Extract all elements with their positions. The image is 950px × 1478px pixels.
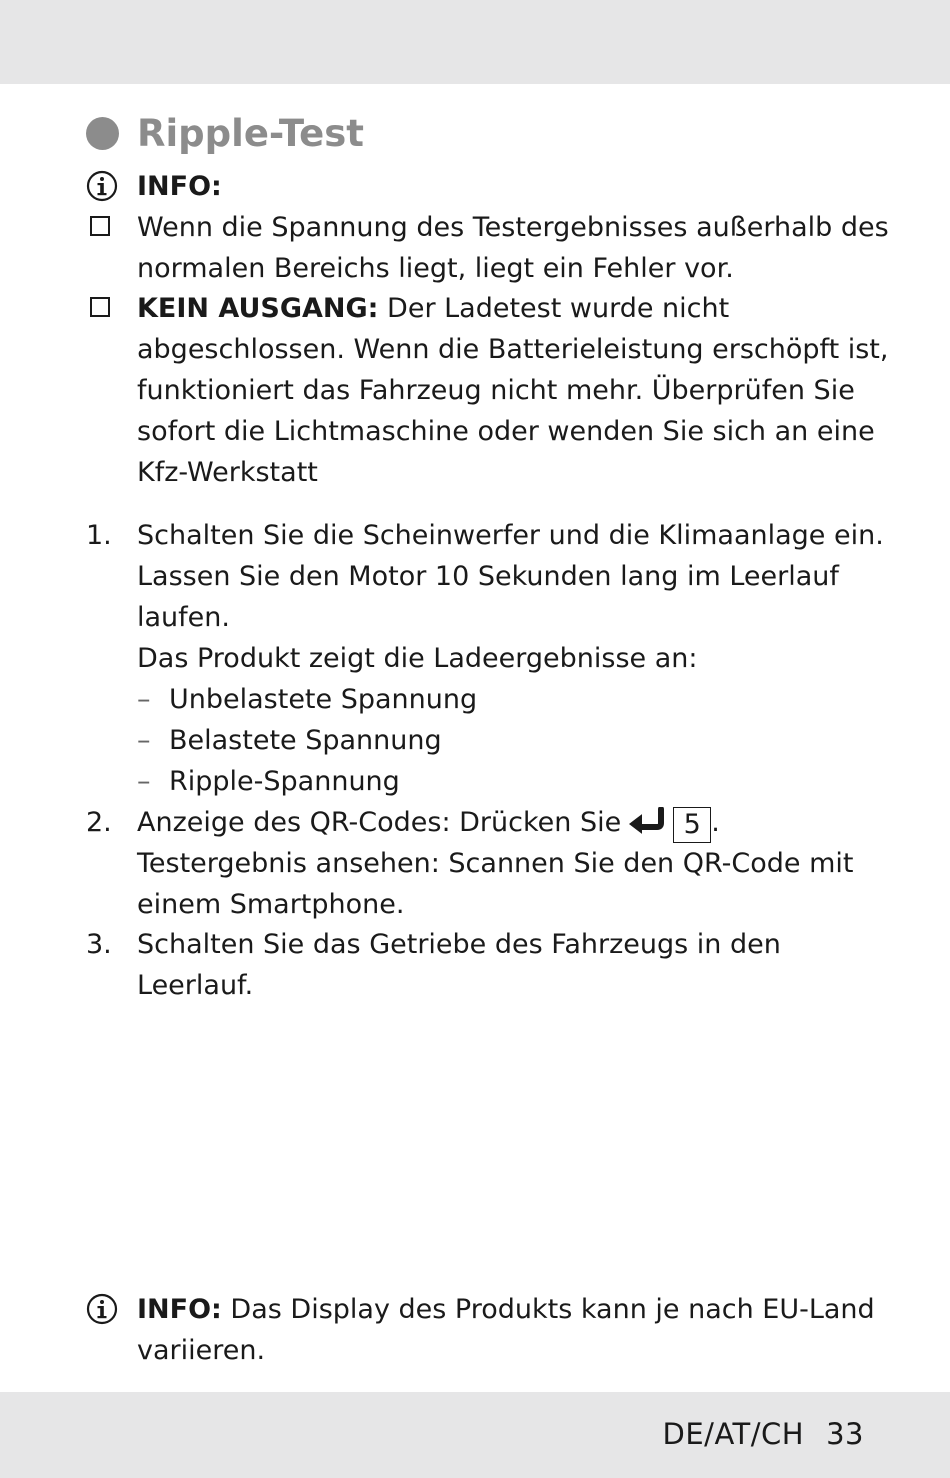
checkbox-icon — [90, 297, 110, 317]
text-line — [137, 288, 897, 329]
text-line: variieren. — [137, 1335, 266, 1366]
dash-marker: – — [137, 766, 151, 797]
text-line: Testergebnis ansehen: Scannen Sie den QR-Code mit — [137, 848, 854, 879]
sub-item-label: Ripple-Spannung — [169, 766, 400, 797]
sub-item — [137, 720, 897, 761]
text-line: funktioniert das Fahrzeug nicht mehr. Überprüfen Sie — [137, 375, 855, 406]
info-icon — [86, 170, 118, 202]
text-line: Schalten Sie das Getriebe des Fahrzeugs in den Leerlauf. — [137, 929, 781, 1001]
sub-item — [137, 761, 897, 802]
heading-title: Ripple-Test — [137, 111, 364, 155]
dash-marker: – — [137, 725, 151, 756]
step-text-3 — [137, 924, 897, 1006]
step-text-2 — [137, 802, 897, 925]
top-band — [0, 0, 950, 84]
footer-region: DE/AT/CH — [662, 1417, 805, 1451]
bold-label: KEIN AUSGANG: — [137, 293, 379, 324]
bullet-dot-icon — [86, 117, 119, 150]
checkbox-icon — [90, 216, 110, 236]
info-icon — [86, 1293, 118, 1325]
sub-item-label: Belastete Spannung — [169, 725, 442, 756]
page-number: 33 — [826, 1417, 864, 1451]
text-line: normalen Bereichs liegt, liegt ein Fehler vor. — [137, 253, 734, 284]
step-text-1 — [137, 515, 897, 802]
step-number: 2. — [86, 807, 112, 838]
info-label-1: INFO: — [137, 171, 222, 202]
step-number: 3. — [86, 929, 112, 960]
bullet-text-1 — [137, 207, 897, 289]
page-footer — [663, 1417, 864, 1451]
text-line: abgeschlossen. Wenn die Batterieleistung erschöpft ist, — [137, 334, 889, 365]
text-span: Der Ladetest wurde nicht — [378, 293, 730, 324]
text-line: sofort die Lichtmaschine oder wenden Sie sich an eine — [137, 416, 875, 447]
text-line — [137, 802, 897, 843]
sub-item-label: Unbelastete Spannung — [169, 684, 478, 715]
text-span: Anzeige des QR-Codes: Drücken Sie — [137, 807, 622, 838]
text-line — [137, 1289, 897, 1330]
text-line: Wenn die Spannung des Testergebnisses außerhalb des — [137, 212, 889, 243]
key-number-box: 5 — [673, 807, 711, 843]
bullet-text-2 — [137, 288, 897, 493]
text-line: Das Produkt zeigt die Ladeergebnisse an: — [137, 643, 698, 674]
enter-key-icon — [627, 807, 667, 835]
text-line: Schalten Sie die Scheinwerfer und die Klimaanlage ein. — [137, 520, 884, 551]
step-number: 1. — [86, 520, 112, 551]
text-span: Das Display des Produkts kann je nach EU-Land — [221, 1294, 875, 1325]
info-label-2: INFO: — [137, 1294, 222, 1325]
info-text-2 — [137, 1289, 897, 1371]
text-line: Lassen Sie den Motor 10 Sekunden lang im Leerlauf — [137, 561, 839, 592]
text-line: Kfz-Werkstatt — [137, 457, 318, 488]
dash-marker: – — [137, 684, 151, 715]
text-line: einem Smartphone. — [137, 889, 405, 920]
text-line: laufen. — [137, 602, 230, 633]
section-heading — [86, 108, 364, 158]
sub-item — [137, 679, 897, 720]
text-span: . — [711, 807, 720, 838]
